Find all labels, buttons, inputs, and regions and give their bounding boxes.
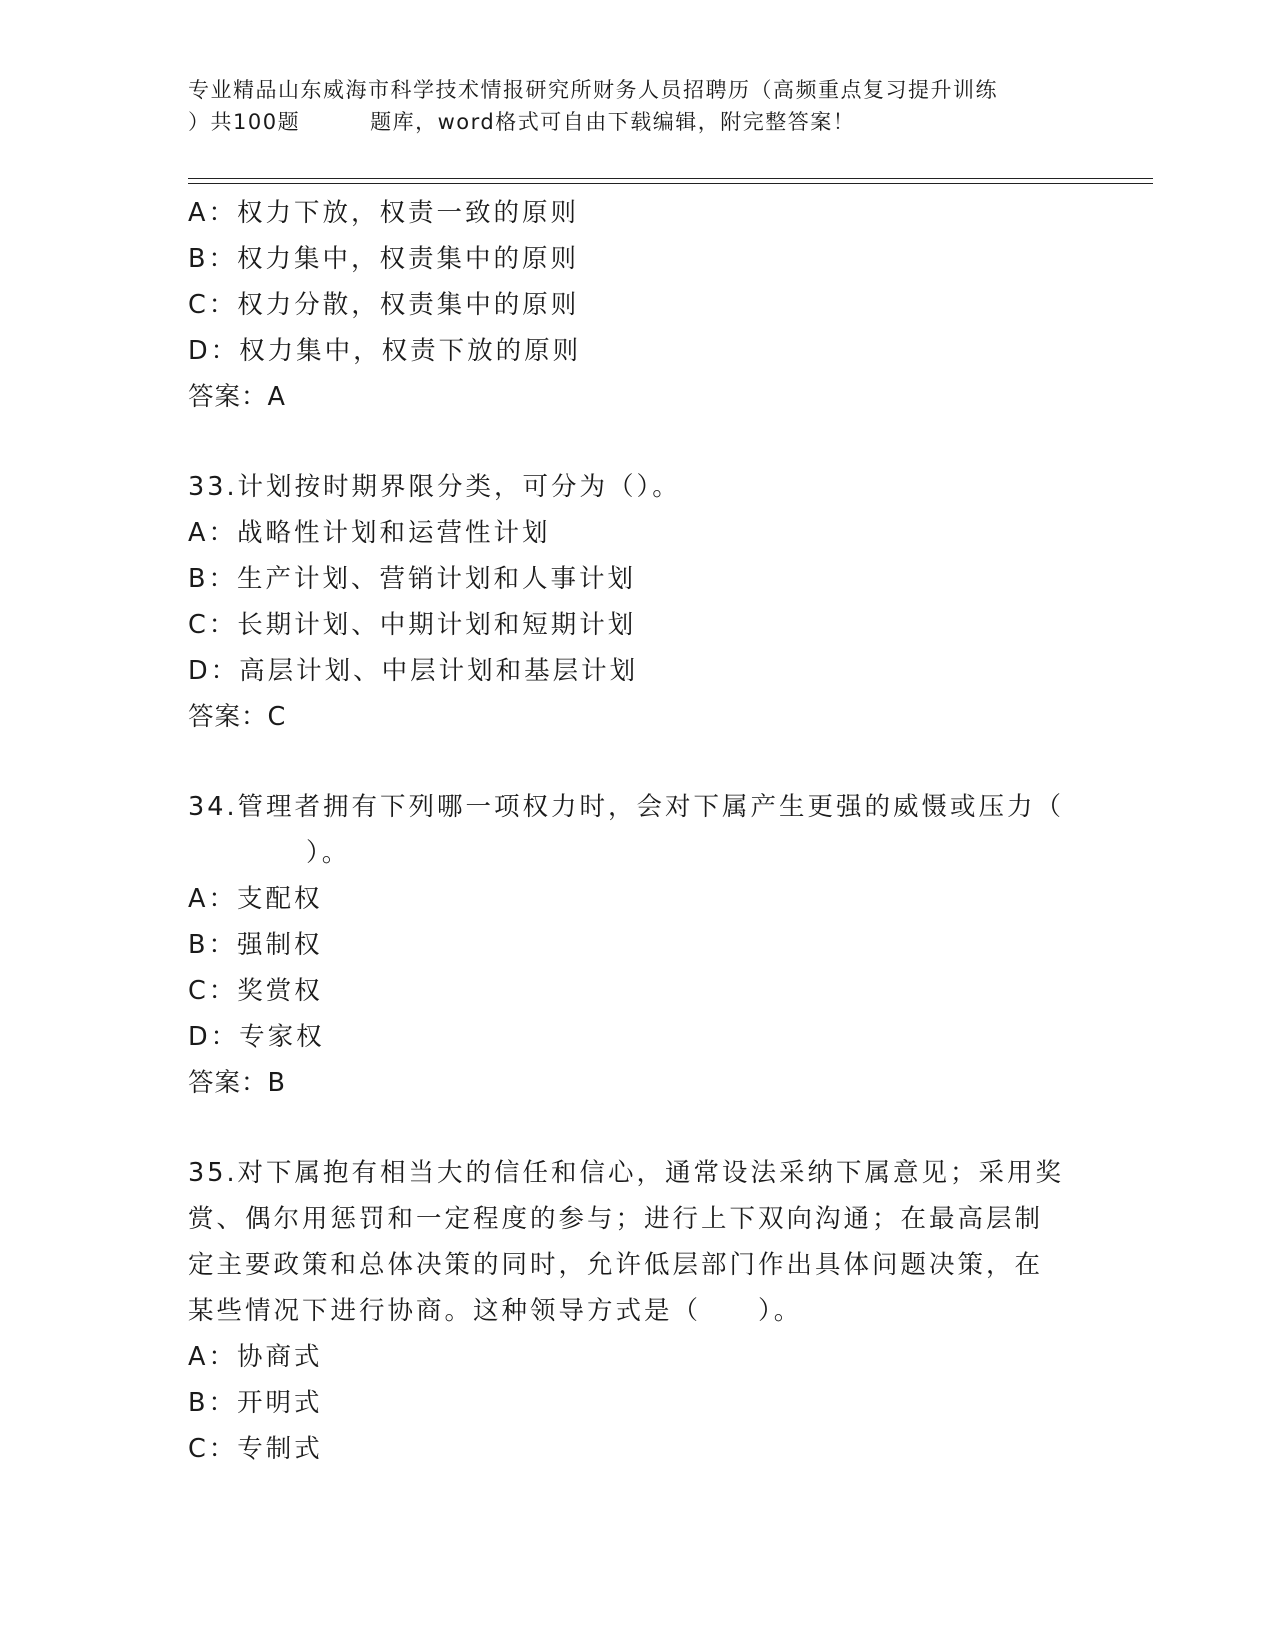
option-c: C：奖赏权: [188, 976, 323, 1006]
header-line-2: [188, 106, 1088, 138]
header-line-2-part-b: 题库，word格式可自由下载编辑，附完整答案！: [370, 110, 856, 134]
question-text-line-2: ）。: [306, 838, 351, 868]
answer: 答案：B: [188, 1068, 286, 1098]
option-a: A：协商式: [188, 1342, 323, 1372]
question-text-line-2: 赏、偶尔用惩罚和一定程度的参与；进行上下双向沟通；在最高层制: [188, 1204, 1044, 1234]
option-b: B：生产计划、营销计划和人事计划: [188, 564, 636, 594]
question-text-line-1: 34.管理者拥有下列哪一项权力时，会对下属产生更强的威慑或压力（: [188, 792, 1065, 822]
question-text-line-3: 定主要政策和总体决策的同时，允许低层部门作出具体问题决策，在: [188, 1250, 1044, 1280]
option-c: C：权力分散，权责集中的原则: [188, 290, 580, 320]
option-b: B：权力集中，权责集中的原则: [188, 244, 579, 274]
question-34: [188, 784, 1088, 1106]
header-line-2-part-a: ）共100题: [188, 110, 301, 134]
option-d: D：高层计划、中层计划和基层计划: [188, 656, 639, 686]
option-d: D：专家权: [188, 1022, 325, 1052]
question-35: [188, 1150, 1088, 1472]
answer: 答案：A: [188, 382, 286, 412]
question-text-line-4: 某些情况下进行协商。这种领导方式是（ ）。: [188, 1296, 803, 1326]
option-a: A：权力下放，权责一致的原则: [188, 198, 579, 228]
option-a: A：支配权: [188, 884, 323, 914]
header-divider-top: [188, 178, 1153, 179]
question-33: [188, 464, 1088, 740]
option-c: C：长期计划、中期计划和短期计划: [188, 610, 637, 640]
question-content: [188, 190, 1088, 1472]
header-line-1: 专业精品山东威海市科学技术情报研究所财务人员招聘历（高频重点复习提升训练: [188, 78, 998, 102]
question-32: [188, 190, 1088, 420]
answer: 答案：C: [188, 702, 287, 732]
question-text: 33.计划按时期界限分类，可分为（）。: [188, 472, 681, 502]
option-a: A：战略性计划和运营性计划: [188, 518, 551, 548]
option-b: B：开明式: [188, 1388, 323, 1418]
option-c: C：专制式: [188, 1434, 323, 1464]
option-b: B：强制权: [188, 930, 323, 960]
document-header: [188, 74, 1088, 138]
header-divider-bottom: [188, 183, 1153, 184]
option-d: D：权力集中，权责下放的原则: [188, 336, 582, 366]
question-text-line-1: 35.对下属抱有相当大的信任和信心，通常设法采纳下属意见；采用奖: [188, 1158, 1065, 1188]
